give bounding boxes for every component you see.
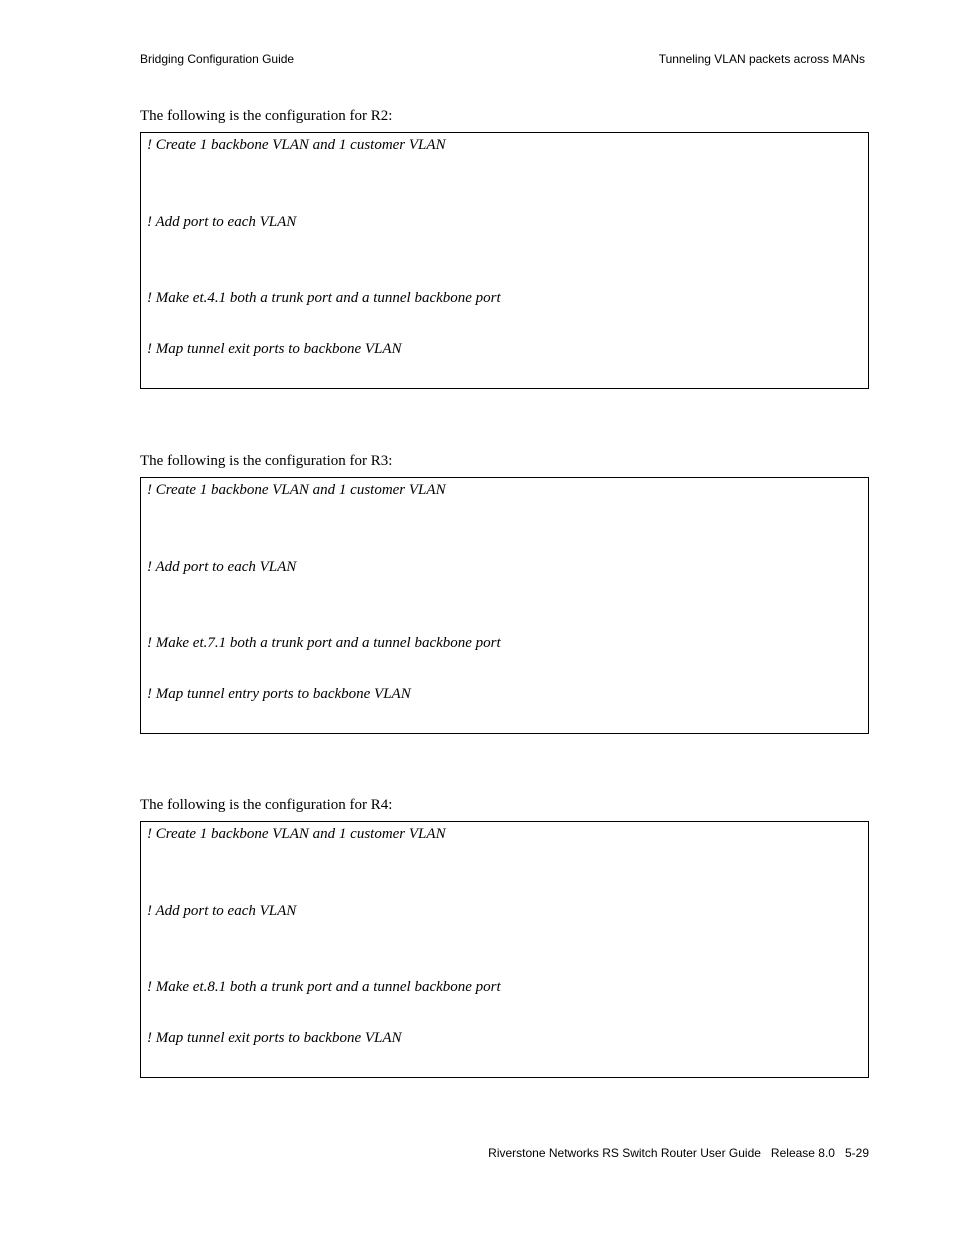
section-intro-r2: The following is the configuration for R2:	[140, 108, 393, 124]
page-footer: Riverstone Networks RS Switch Router User Guide Release 8.0 5-29	[488, 1146, 869, 1160]
config-comment: ! Add port to each VLAN	[147, 559, 297, 575]
config-box-r2	[140, 132, 869, 389]
config-box-r4	[140, 821, 869, 1078]
config-comment: ! Create 1 backbone VLAN and 1 customer VLAN	[147, 482, 446, 498]
config-comment: ! Make et.8.1 both a trunk port and a tunnel backbone port	[147, 979, 501, 995]
config-comment: ! Map tunnel exit ports to backbone VLAN	[147, 1030, 402, 1046]
config-comment: ! Map tunnel exit ports to backbone VLAN	[147, 341, 402, 357]
config-comment: ! Add port to each VLAN	[147, 214, 297, 230]
running-header-right: Tunneling VLAN packets across MANs	[658, 52, 865, 66]
config-comment: ! Create 1 backbone VLAN and 1 customer VLAN	[147, 826, 446, 842]
config-comment: ! Add port to each VLAN	[147, 903, 297, 919]
config-comment: ! Create 1 backbone VLAN and 1 customer VLAN	[147, 137, 446, 153]
config-box-r3	[140, 477, 869, 734]
config-comment: ! Make et.4.1 both a trunk port and a tunnel backbone port	[147, 290, 501, 306]
config-comment: ! Map tunnel entry ports to backbone VLAN	[147, 686, 411, 702]
section-intro-r3: The following is the configuration for R3:	[140, 453, 393, 469]
section-intro-r4: The following is the configuration for R4:	[140, 797, 393, 813]
running-header-left: Bridging Configuration Guide	[140, 52, 295, 66]
config-comment: ! Make et.7.1 both a trunk port and a tunnel backbone port	[147, 635, 501, 651]
